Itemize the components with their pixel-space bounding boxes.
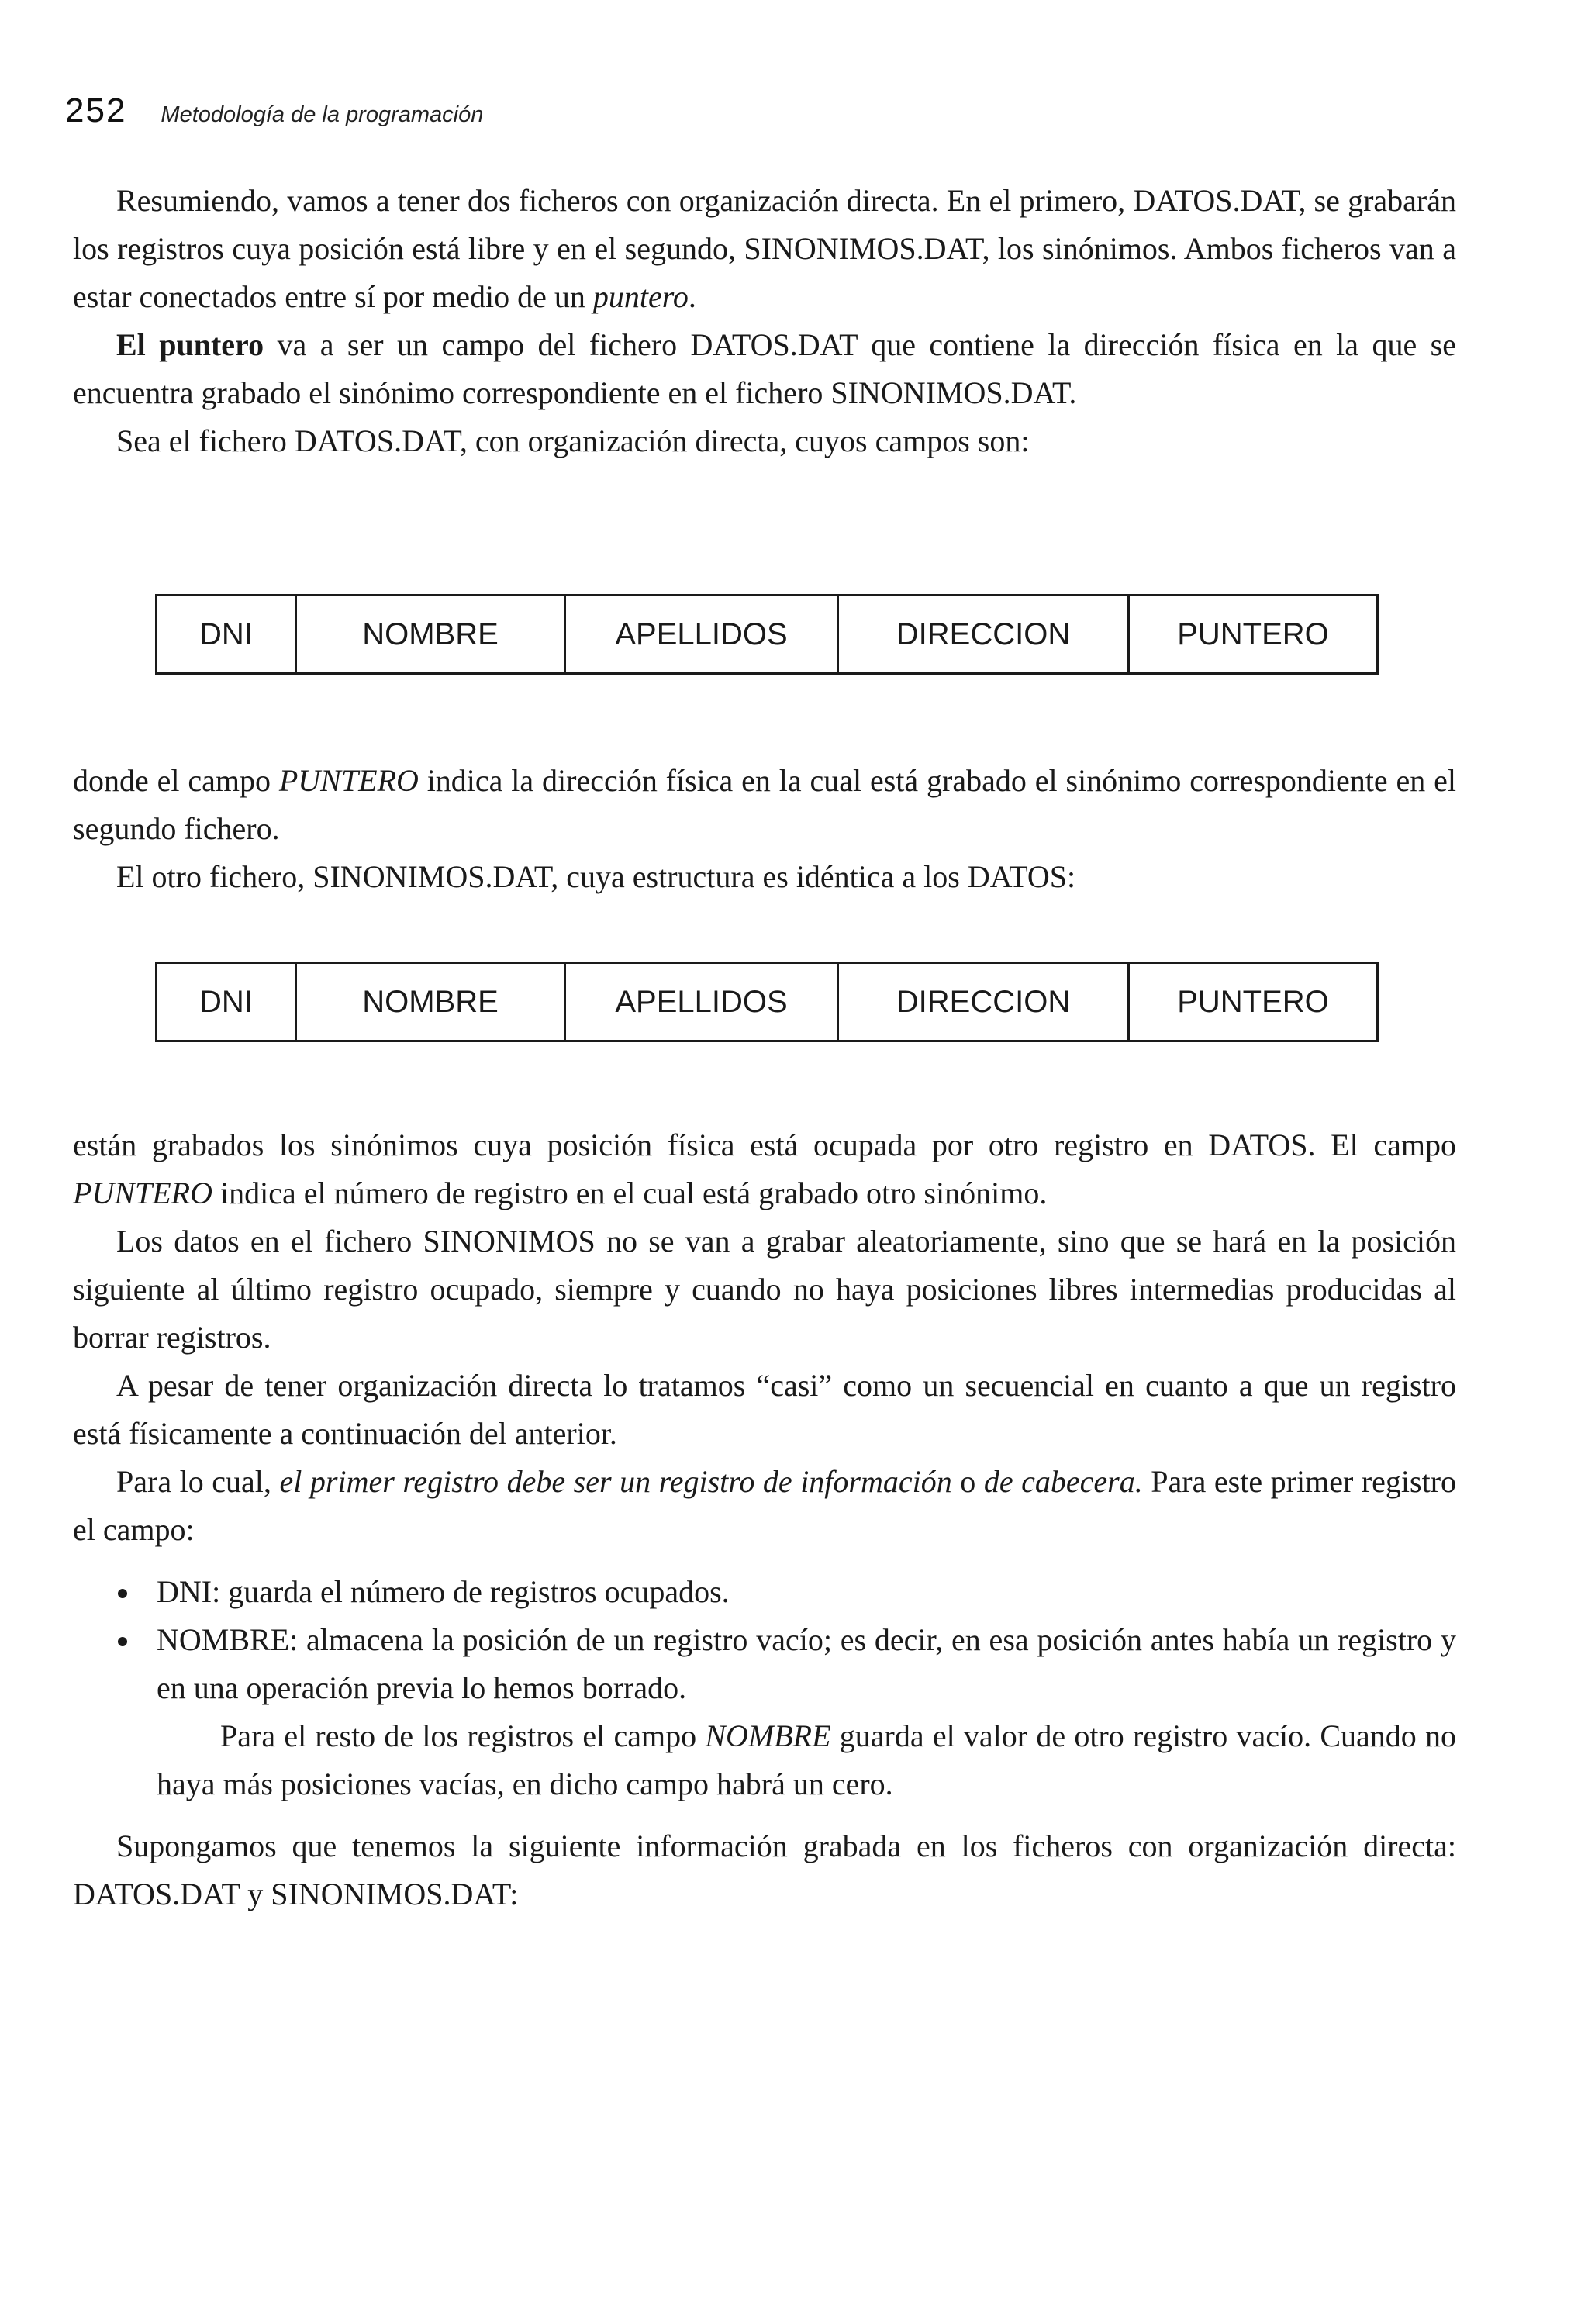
page-header — [65, 92, 483, 138]
field-dni: DNI — [157, 964, 297, 1040]
field-dni: DNI — [157, 596, 297, 672]
intro-section — [73, 177, 1456, 465]
bullet-icon — [118, 1589, 127, 1598]
field-puntero: PUNTERO — [1177, 984, 1329, 1019]
paragraph-summary: Resumiendo, vamos a tener dos ficheros con organización directa. En el primero, DATOS.DAT, se grabarán los registros cuya posición está libre y en el segundo, SINONIMOS.DAT, los sinónimos. Ambos ficheros van a estar conectados entre sí por medio de un puntero. — [73, 183, 1456, 314]
paragraph-suppose: Supongamos que tenemos la siguiente información grabada en los ficheros con organización directa: DATOS.DAT y SINONIMOS.DAT: — [73, 1828, 1456, 1911]
term-puntero-field: PUNTERO — [278, 763, 419, 798]
emphasis-first-record: el primer registro debe ser un registro de información — [279, 1464, 952, 1499]
list-item: NOMBRE: almacena la posición de un registro vacío; es decir, en esa posición antes había un registro y en una operación previa lo hemos borrado. — [73, 1616, 1456, 1712]
field-nombre: NOMBRE — [297, 964, 566, 1040]
bold-term-puntero: El puntero — [116, 327, 264, 362]
page-number: 252 — [65, 92, 127, 129]
header-fields-list — [73, 1568, 1456, 1712]
term-nombre: NOMBRE — [705, 1718, 831, 1753]
running-title: Metodología de la programación — [161, 102, 484, 127]
middle-section — [73, 757, 1456, 901]
paragraph-header-record: Para lo cual, el primer registro debe ser un registro de información o de cabecera. Para este primer registro el campo: — [73, 1464, 1457, 1547]
lower-section — [73, 1121, 1456, 1918]
paragraph-sequential-write: Los datos en el fichero SINONIMOS no se van a grabar aleatoriamente, sino que se hará en la posición siguiente al último registro ocupado, siempre y cuando no haya posiciones libres intermedias producidas al borrar registros. — [73, 1224, 1456, 1355]
emphasis-cabecera: de cabecera. — [983, 1464, 1143, 1499]
field-puntero: PUNTERO — [1177, 616, 1329, 651]
field-direccion: DIRECCION — [839, 964, 1130, 1040]
paragraph-puntero-field: donde el campo PUNTERO indica la dirección física en la cual está grabado el sinónimo correspondiente en el segundo fichero. — [73, 763, 1456, 846]
paragraph-rest-records: Para el resto de los registros el campo NOMBRE guarda el valor de otro registro vacío. Cuando no haya más posiciones vacías, en dicho campo habrá un cero. — [157, 1718, 1456, 1801]
paragraph-datos-fields: Sea el fichero DATOS.DAT, con organización directa, cuyos campos son: — [116, 423, 1030, 458]
term-puntero-number: PUNTERO — [73, 1176, 212, 1210]
field-apellidos: APELLIDOS — [566, 964, 839, 1040]
paragraph-sinonimos-stored: están grabados los sinónimos cuya posición física está ocupada por otro registro en DATOS. El campo PUNTERO indica el número de registro en el cual está grabado otro sinónimo. — [73, 1127, 1456, 1210]
list-item: DNI: guarda el número de registros ocupados. — [73, 1568, 1456, 1616]
bullet-icon — [118, 1637, 127, 1646]
field-direccion: DIRECCION — [839, 596, 1130, 672]
field-nombre: NOMBRE — [297, 596, 566, 672]
paragraph-puntero: El puntero va a ser un campo del fichero DATOS.DAT que contiene la dirección física en la que se encuentra grabado el sinónimo correspondiente en el fichero SINONIMOS.DAT. — [73, 327, 1457, 410]
paragraph-casi-secuencial: A pesar de tener organización directa lo tratamos “casi” como un secuencial en cuanto a que un registro está físicamente a continuación del anterior. — [73, 1368, 1456, 1451]
term-puntero: puntero — [592, 279, 689, 314]
record-layout-sinonimos — [155, 962, 1379, 1042]
paragraph-sinonimos: El otro fichero, SINONIMOS.DAT, cuya estructura es idéntica a los DATOS: — [116, 859, 1076, 894]
field-apellidos: APELLIDOS — [566, 596, 839, 672]
record-layout-datos — [155, 594, 1379, 675]
